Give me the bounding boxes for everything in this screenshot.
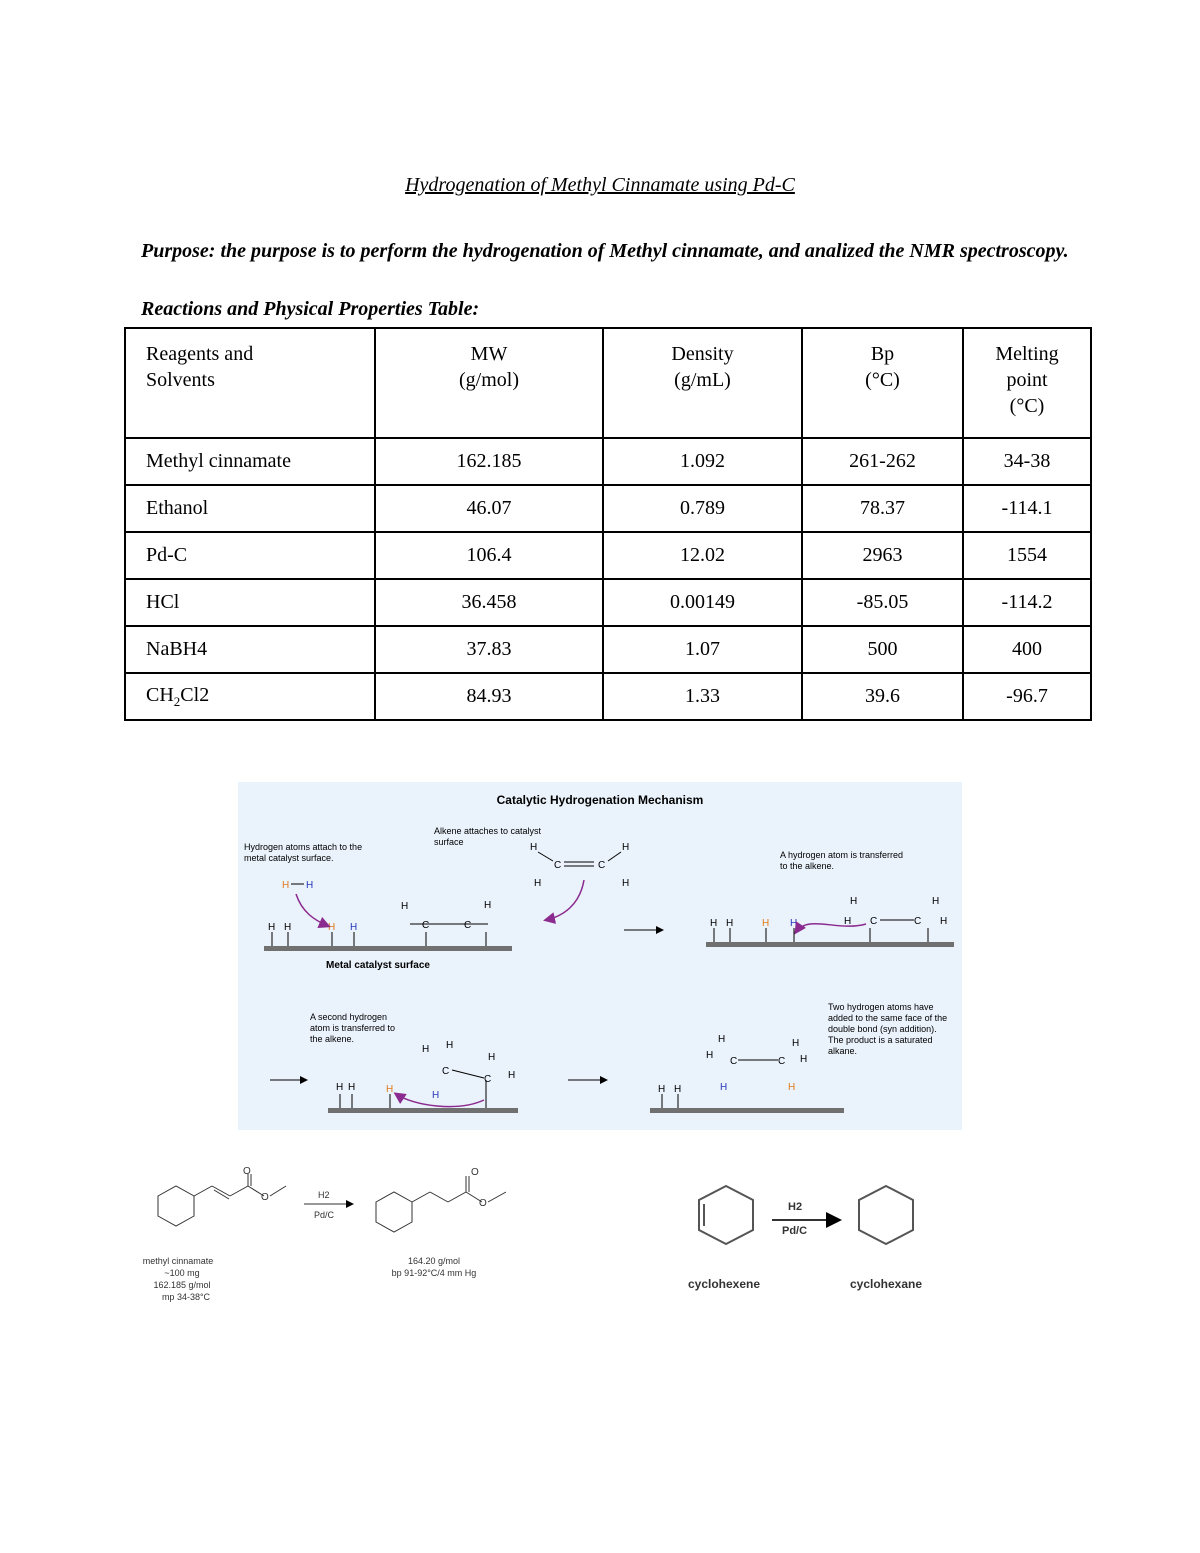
atom-c: C: [464, 920, 472, 931]
cell-mp: 34-38: [963, 438, 1091, 485]
surface-label: Metal catalyst surface: [326, 960, 430, 971]
mechanism-note: A hydrogen atom is transferred: [780, 850, 904, 860]
atom-h: H: [350, 922, 358, 933]
cell-bp: 500: [802, 626, 963, 673]
atom-h: H: [850, 896, 858, 907]
cell-mp: -114.1: [963, 485, 1091, 532]
catalyst-surface: [706, 942, 954, 947]
cell-density: 12.02: [603, 532, 802, 579]
table-row: [125, 673, 1091, 720]
oxygen-label: O: [479, 1198, 487, 1209]
mechanism-note: Alkene attaches to catalyst: [434, 826, 542, 836]
atom-h: H: [534, 878, 542, 889]
catalyst-surface: [264, 946, 512, 951]
sm-mp: mp 34-38°C: [161, 1292, 211, 1302]
atom-h: H: [932, 896, 940, 907]
sm-mw: 162.185 g/mol: [153, 1280, 211, 1290]
cell-mw: 84.93: [375, 673, 603, 720]
atom-h: H: [658, 1084, 666, 1095]
cell-density: 1.07: [603, 626, 802, 673]
atom-h: H: [386, 1084, 394, 1095]
atom-h: H: [726, 918, 734, 929]
methyl-cinnamate-scheme: [136, 1162, 536, 1312]
cell-mw: 36.458: [375, 579, 603, 626]
properties-table: [124, 327, 1092, 721]
cell-mp: 1554: [963, 532, 1091, 579]
catalyst-label: Pd/C: [782, 1225, 808, 1237]
mechanism-note: to the alkene.: [780, 861, 835, 871]
cell-mp: 400: [963, 626, 1091, 673]
cyclohexene-ring: [699, 1186, 753, 1244]
atom-h: H: [790, 918, 798, 929]
atom-h: H: [530, 842, 538, 853]
atom-h: H: [328, 922, 336, 933]
cell-bp: 39.6: [802, 673, 963, 720]
reagent-label: H2: [318, 1190, 330, 1200]
mechanism-title: Catalytic Hydrogenation Mechanism: [496, 793, 704, 807]
atom-h: H: [940, 916, 948, 927]
purpose-statement: Purpose: the purpose is to perform the hydrogenation of Methyl cinnamate, and analized the NMR spectroscopy.: [141, 240, 1069, 262]
document-title: Hydrogenation of Methyl Cinnamate using Pd-C: [405, 174, 795, 196]
table-row: [125, 485, 1091, 532]
atom-c: C: [730, 1056, 738, 1067]
cell-density: 1.33: [603, 673, 802, 720]
atom-h: H: [284, 922, 292, 933]
atom-h: H: [706, 1050, 714, 1061]
mechanism-note: double bond (syn addition).: [828, 1024, 937, 1034]
cyclohexane-label: cyclohexane: [849, 1277, 923, 1291]
cell-name: Methyl cinnamate: [125, 438, 375, 485]
cell-name: Pd-C: [125, 532, 375, 579]
oxygen-label: O: [471, 1167, 479, 1178]
cyclohexene-label: cyclohexene: [687, 1277, 761, 1291]
atom-h: H: [488, 1052, 496, 1063]
table-row: [125, 532, 1091, 579]
atom-h: H: [718, 1034, 726, 1045]
cell-mp: -114.2: [963, 579, 1091, 626]
cell-mw: 46.07: [375, 485, 603, 532]
table-row: [125, 438, 1091, 485]
table-row: [125, 626, 1091, 673]
cell-name: Ethanol: [125, 485, 375, 532]
atom-h: H: [622, 842, 630, 853]
atom-c: C: [442, 1066, 450, 1077]
mechanism-note: added to the same face of the: [828, 1013, 948, 1023]
table-heading: Reactions and Physical Properties Table:: [141, 298, 480, 320]
header-mp: Melting point (°C): [963, 328, 1091, 438]
mechanism-note: The product is a saturated: [828, 1035, 933, 1045]
cell-name: NaBH4: [125, 626, 375, 673]
catalyst-surface: [328, 1108, 518, 1113]
cell-bp: 78.37: [802, 485, 963, 532]
header-reagents: Reagents and Solvents: [125, 328, 375, 438]
sm-amount: ~100 mg: [164, 1268, 200, 1278]
atom-c: C: [484, 1074, 492, 1085]
mechanism-note: Two hydrogen atoms have: [828, 1002, 934, 1012]
atom-h: H: [268, 922, 276, 933]
cyclohexene-scheme: [680, 1180, 960, 1300]
catalyst-surface: [650, 1108, 844, 1113]
cyclohexane-ring: [859, 1186, 913, 1244]
oxygen-label: O: [261, 1192, 269, 1203]
sm-name: methyl cinnamate: [142, 1256, 214, 1266]
atom-c: C: [422, 920, 430, 931]
mechanism-note: surface: [434, 837, 464, 847]
atom-h: H: [348, 1082, 356, 1093]
product-bp: bp 91-92°C/4 mm Hg: [391, 1268, 477, 1278]
cell-mw: 37.83: [375, 626, 603, 673]
cell-name: HCl: [125, 579, 375, 626]
mechanism-note: Hydrogen atoms attach to the: [244, 842, 363, 852]
atom-c: C: [554, 860, 562, 871]
mechanism-note: metal catalyst surface.: [244, 853, 334, 863]
mechanism-figure: [238, 782, 962, 1130]
cell-density: 0.789: [603, 485, 802, 532]
product-mw: 164.20 g/mol: [407, 1256, 461, 1266]
atom-h: H: [484, 900, 492, 911]
table-row: [125, 579, 1091, 626]
atom-c: C: [598, 860, 606, 871]
cell-bp: 2963: [802, 532, 963, 579]
atom-h: H: [432, 1090, 440, 1101]
atom-h: H: [622, 878, 630, 889]
atom-h: H: [401, 901, 409, 912]
atom-h: H: [508, 1070, 516, 1081]
cell-mw: 162.185: [375, 438, 603, 485]
oxygen-label: O: [243, 1166, 251, 1177]
cell-mw: 106.4: [375, 532, 603, 579]
header-mw: MW (g/mol): [375, 328, 603, 438]
atom-h: H: [844, 916, 852, 927]
atom-h: H: [422, 1044, 430, 1055]
cell-mp: -96.7: [963, 673, 1091, 720]
cell-bp: -85.05: [802, 579, 963, 626]
header-density: Density (g/mL): [603, 328, 802, 438]
reagent-label: H2: [788, 1201, 803, 1213]
cell-density: 1.092: [603, 438, 802, 485]
catalyst-label: Pd/C: [314, 1210, 335, 1220]
atom-h: H: [788, 1082, 796, 1093]
atom-c: C: [914, 916, 922, 927]
cell-name: $CH_2Cl2$: [125, 673, 375, 720]
atom-h: H: [762, 918, 770, 929]
atom-h: H: [446, 1040, 454, 1051]
atom-h: H: [720, 1082, 728, 1093]
atom-h: H: [710, 918, 718, 929]
atom-h: H: [674, 1084, 682, 1095]
atom-h: H: [800, 1054, 808, 1065]
header-bp: Bp (°C): [802, 328, 963, 438]
mechanism-background: [238, 782, 962, 1130]
atom-h: H: [336, 1082, 344, 1093]
cell-bp: 261-262: [802, 438, 963, 485]
cell-density: 0.00149: [603, 579, 802, 626]
atom-h: H: [306, 880, 314, 891]
mechanism-note: the alkene.: [310, 1034, 355, 1044]
atom-h: H: [792, 1038, 800, 1049]
atom-h: H: [282, 880, 290, 891]
mechanism-note: A second hydrogen: [310, 1012, 388, 1022]
atom-c: C: [870, 916, 878, 927]
table-header-row: [125, 328, 1091, 438]
mechanism-note: atom is transferred to: [310, 1023, 396, 1033]
atom-c: C: [778, 1056, 786, 1067]
mechanism-note: alkane.: [828, 1046, 858, 1056]
